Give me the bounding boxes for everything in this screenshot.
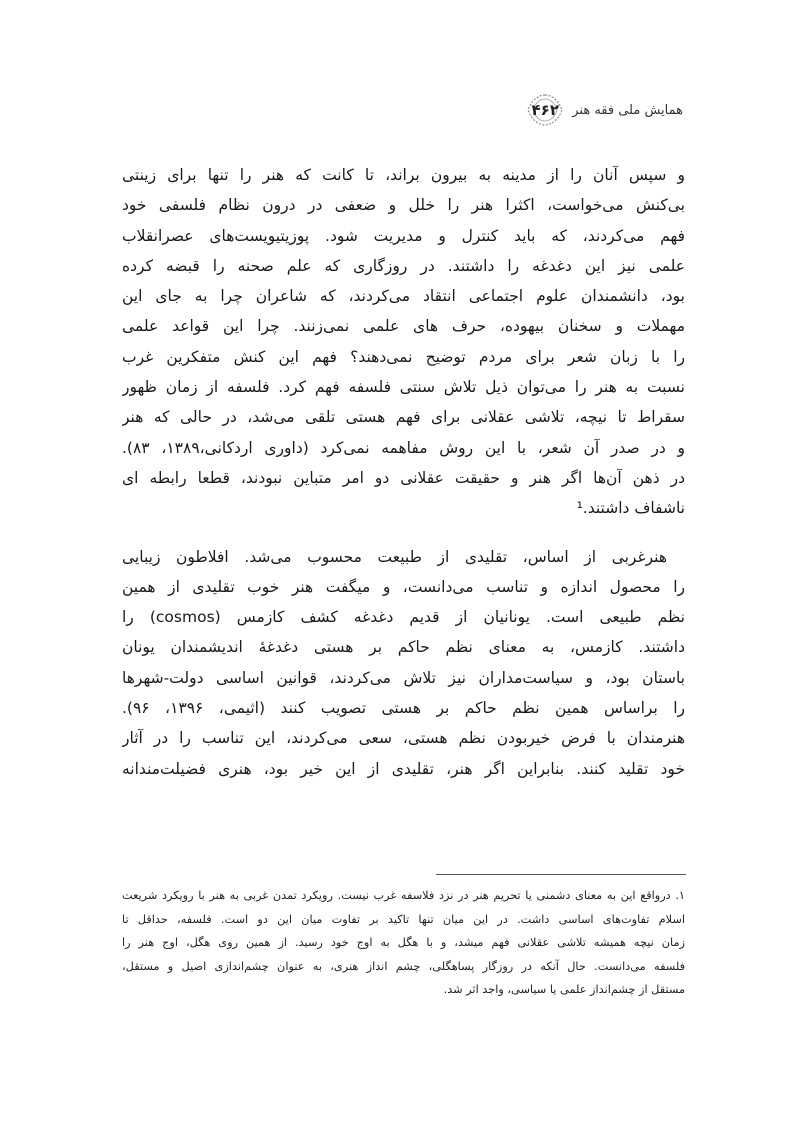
footnote-line: زمان نیچه همیشه تلاشی عقلانی فهم میشد، و با هگل به اوج خود رسید. از همین روی هگل، اوج هنر را <box>122 936 685 949</box>
footnote-line: ۱. درواقع این به معنای دشمنی یا تحریم هنر در نزد فلاسفه غرب نیست. رویکرد تمدن غربی به هنر با رویکرد شریعت <box>122 889 685 902</box>
footnote-line: اسلام تفاوت‌های اساسی داشت. در این میان تنها تاکید بر تفاوت میان این دو است. فلسفه، حداقل تا <box>122 912 685 926</box>
text-line: مهملات و سخنان بیهوده، حرف های علمی نمی‌زنند. چرا این قواعد علمی <box>122 317 685 336</box>
text-line: و در صدر آن شعر، با این روش مفاهمه نمی‌کرد (داوری اردکانی،۱۳۸۹، ۸۳). <box>122 438 685 457</box>
text-line: خود تقلید کنند. بنابراین اگر هنر، تقلیدی از این خیر بود، هنری فضیلت‌مندانه <box>122 759 685 778</box>
running-header <box>526 93 683 127</box>
text-line: هنرمندان با فرض خیربودن نظم هستی، سعی می‌کردند، این تناسب را در آثار <box>122 729 685 748</box>
text-line: علمی نیز این دغدغه را داشتند. در روزگاری که علم صحنه را قبضه کرده <box>122 256 685 275</box>
text-line: هنرغربی از اساس، تقلیدی از طبیعت محسوب می‌شد. افلاطون زیبایی <box>122 547 667 566</box>
running-title: همایش ملی فقه هنر <box>572 102 683 118</box>
text-line: در ذهن آن‌ها اگر هنر و حقیقت عقلانی دو امر متباین نبودند، قطعا رابطه ای <box>122 468 685 487</box>
text-line: را با زبان شعر برای مردم توضیح نمی‌دهند؟ فهم این کنش متفکرین غرب <box>122 347 685 366</box>
text-line: را براساس همین نظم حاکم بر هستی تصویب کنند (اثیمی، ۱۳۹۶، ۹۶). <box>122 699 685 718</box>
footnote <box>122 884 685 1002</box>
text-line: داشتند. کازمس، به معنای نظم حاکم بر هستی دغدغهٔ اندیشمندان یونان <box>122 638 685 657</box>
page-number: ۴۶۲ <box>526 93 564 127</box>
text-line: را محصول اندازه و تناسب می‌دانست، و میگفت هنر خوب تقلیدی از همین <box>122 577 685 596</box>
footnote-line: فلسفه می‌دانست. حال آنکه در روزگار پساهگلی، چشم انداز هنری، به عنوان چشم‌اندازی اصیل و مستقل، <box>122 959 685 973</box>
text-line: باستان بود، و سیاست‌مداران نیز تلاش می‌کردند، قوانین اساسی دولت-شهرها <box>122 668 685 687</box>
footnote-line: مستقل از چشم‌انداز علمی یا سیاسی، واجد اثر شد. <box>443 983 685 996</box>
paragraph <box>122 542 685 784</box>
paragraph-gap <box>122 524 685 542</box>
text-line: فهم می‌کردند، که باید کنترل و مدیریت شود. پوزیتیویست‌های عصرانقلاب <box>122 226 685 245</box>
text-line: نظم طبیعی است. یونانیان از قدیم دغدغه کشف کازمس (cosmos) را <box>122 608 685 627</box>
text-line: بود، دانشمندان علوم اجتماعی انتقاد می‌کردند، که شاعران چرا به جای این <box>122 287 685 306</box>
paragraph <box>122 160 685 524</box>
text-line: سقراط تا نیچه، تلاشی عقلانی برای فهم هستی تلقی می‌شد، در حالی که هنر <box>122 408 685 427</box>
text-line: نسبت به هنر را می‌توان ذیل تلاش سنتی فلسفه فهم کرد. فلسفه از زمان ظهور <box>122 378 685 397</box>
text-line: بی‌کنش می‌خواست، اکثرا هنر را خلل و ضعفی در درون نظام فلسفی خود <box>122 196 685 215</box>
footnote-divider <box>436 874 686 875</box>
body-text <box>122 160 685 784</box>
text-line: و سپس آنان را از مدینه به بیرون براند، تا کانت که هنر را تنها برای زینتی <box>122 166 685 184</box>
text-line: ناشفاف داشتند.¹ <box>576 499 685 518</box>
